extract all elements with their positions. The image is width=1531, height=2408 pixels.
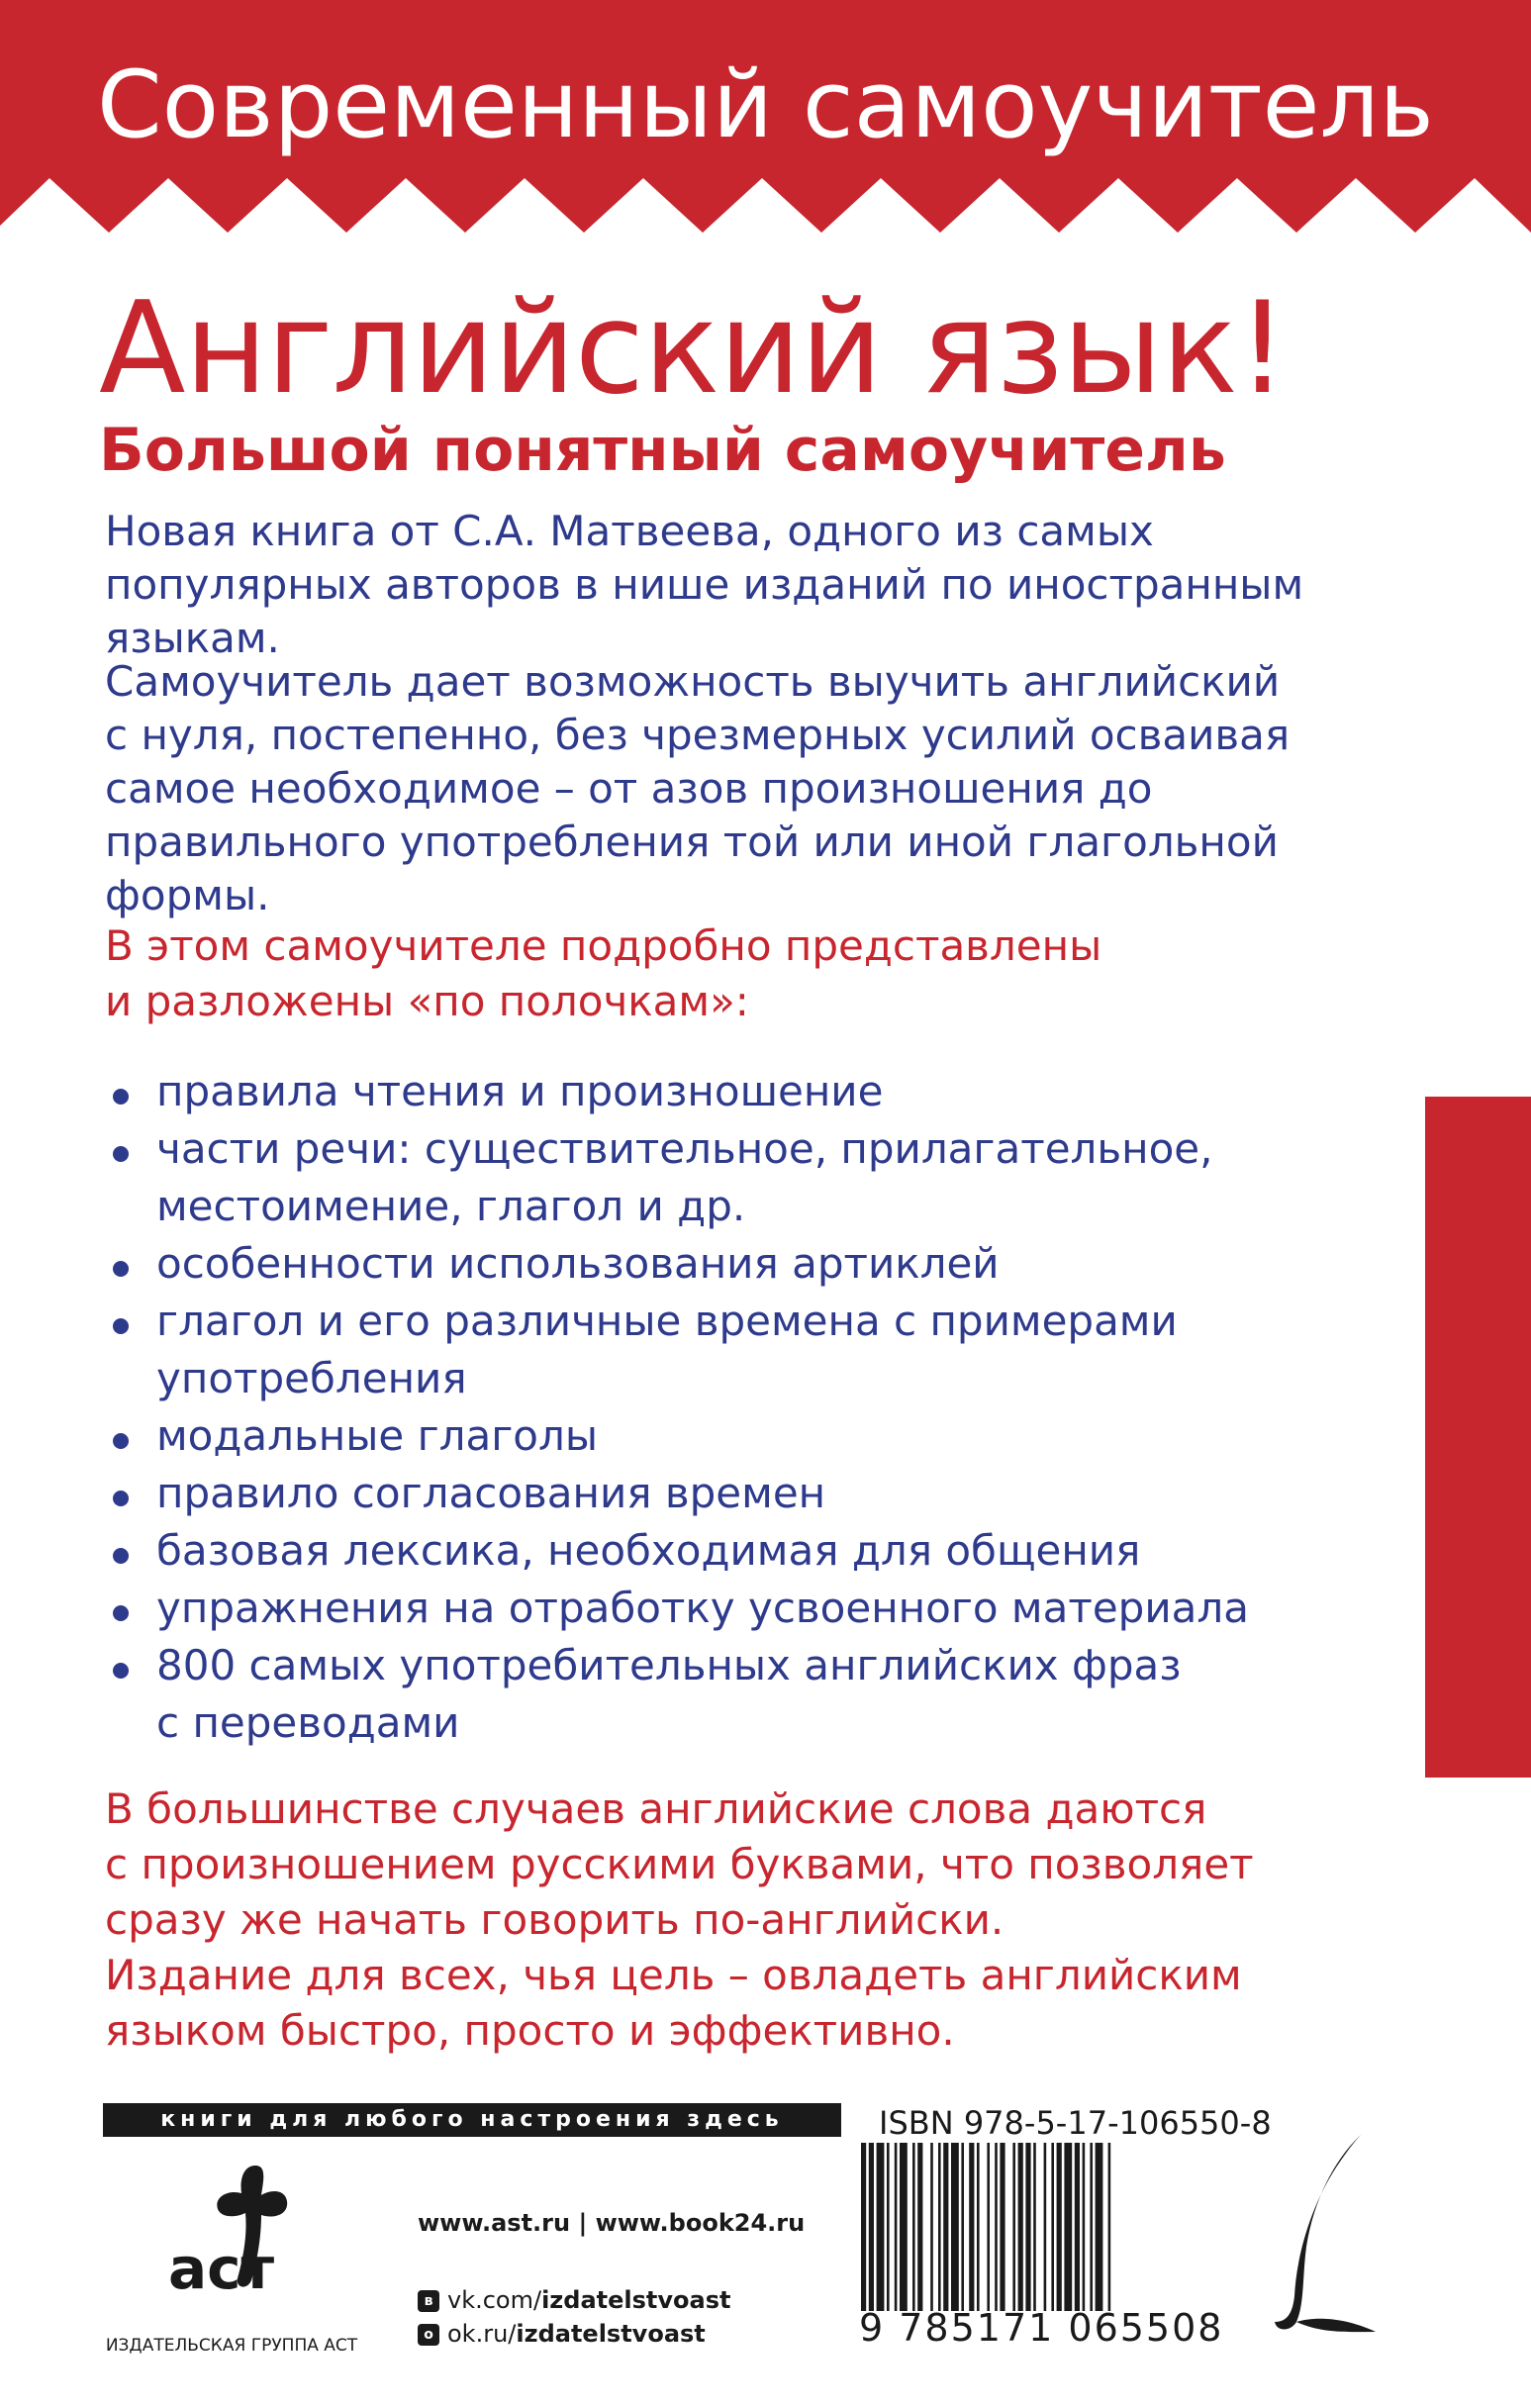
bullet-icon bbox=[113, 1089, 129, 1105]
vk-handle: izdatelstvoast bbox=[541, 2286, 731, 2314]
barcode-bar bbox=[1033, 2143, 1036, 2311]
text-line: модальные глаголы bbox=[156, 1411, 598, 1460]
text-line: особенности использования артиклей bbox=[156, 1239, 1000, 1288]
publisher-tagline: книги для любого настроения здесь bbox=[103, 2103, 841, 2137]
contents-intro bbox=[105, 918, 1101, 1029]
ok-prefix: ok.ru/ bbox=[447, 2320, 517, 2348]
barcode-bar bbox=[938, 2143, 941, 2311]
text-line: с произношением русскими буквами, что позволяет bbox=[105, 1840, 1254, 1888]
text-line: формы. bbox=[105, 871, 270, 919]
barcode-bar bbox=[869, 2143, 874, 2311]
barcode-digits: 9 785171 065508 bbox=[859, 2306, 1224, 2350]
text-line: с нуля, постепенно, без чрезмерных усилий осваивая bbox=[105, 711, 1291, 759]
list-item bbox=[103, 1465, 1249, 1522]
barcode-bar bbox=[1096, 2143, 1103, 2311]
barcode-bar bbox=[1057, 2143, 1062, 2311]
description-paragraph-2 bbox=[105, 655, 1290, 922]
bullet-icon bbox=[113, 1318, 129, 1334]
publisher-links bbox=[418, 2209, 806, 2348]
vk-link[interactable] bbox=[418, 2286, 730, 2314]
text-line: 800 самых употребительных английских фраз bbox=[156, 1641, 1182, 1689]
text-line: популярных авторов в нише изданий по иностранным bbox=[105, 560, 1304, 609]
ok-icon: о bbox=[418, 2324, 439, 2346]
barcode-bar bbox=[1090, 2143, 1093, 2311]
barcode-bar bbox=[887, 2143, 890, 2311]
barcode-bar bbox=[1051, 2143, 1054, 2311]
header-banner bbox=[0, 0, 1531, 267]
bullet-icon bbox=[113, 1605, 129, 1621]
barcode-bar bbox=[1044, 2143, 1047, 2311]
bullet-icon bbox=[113, 1548, 129, 1564]
barcode-bar bbox=[1025, 2143, 1030, 2311]
bullet-icon bbox=[113, 1663, 129, 1679]
list-item bbox=[103, 1120, 1249, 1235]
text-line: базовая лексика, необходимая для общения bbox=[156, 1526, 1141, 1575]
contents-list bbox=[103, 1063, 1249, 1752]
bullet-icon bbox=[113, 1491, 129, 1506]
barcode-bar bbox=[1018, 2143, 1023, 2311]
barcode-bar bbox=[930, 2143, 933, 2311]
book-title: Английский язык! bbox=[99, 275, 1288, 423]
barcode-bar bbox=[877, 2143, 885, 2311]
barcode-bar bbox=[961, 2143, 964, 2311]
quill-logo bbox=[1267, 2128, 1386, 2346]
barcode-bar bbox=[977, 2143, 980, 2311]
text-line: употребления bbox=[156, 1354, 467, 1402]
barcode-bar bbox=[1012, 2143, 1015, 2311]
text-line: В большинстве случаев английские слова даются bbox=[105, 1784, 1207, 1833]
website-links[interactable]: www.ast.ru | www.book24.ru bbox=[418, 2209, 806, 2237]
bullet-icon bbox=[113, 1433, 129, 1449]
text-line: Новая книга от С.А. Матвеева, одного из самых bbox=[105, 507, 1154, 555]
ok-handle: izdatelstvoast bbox=[516, 2320, 706, 2348]
series-title: Современный самоучитель bbox=[97, 51, 1434, 159]
list-item bbox=[103, 1407, 1249, 1465]
list-item bbox=[103, 1063, 1249, 1120]
text-line: упражнения на отработку усвоенного материала bbox=[156, 1584, 1249, 1632]
text-line: с переводами bbox=[156, 1698, 460, 1747]
barcode-bar bbox=[861, 2143, 866, 2311]
vk-prefix: vk.com/ bbox=[447, 2286, 542, 2314]
text-line: В этом самоучителе подробно представлены bbox=[105, 921, 1102, 970]
barcode-bar bbox=[995, 2143, 998, 2311]
book-subtitle: Большой понятный самоучитель bbox=[99, 416, 1226, 485]
list-item bbox=[103, 1522, 1249, 1580]
text-line: правило согласования времен bbox=[156, 1469, 826, 1517]
text-line: части речи: существительное, прилагательное, bbox=[156, 1124, 1213, 1173]
ast-publisher-logo bbox=[148, 2158, 307, 2311]
barcode-bar bbox=[969, 2143, 974, 2311]
text-line: правильного употребления той или иной глагольной bbox=[105, 818, 1279, 866]
side-accent-bar bbox=[1425, 1097, 1531, 1778]
barcode-bar bbox=[1083, 2143, 1086, 2311]
ok-link[interactable] bbox=[418, 2320, 706, 2348]
text-line: Издание для всех, чья цель – овладеть английским bbox=[105, 1951, 1242, 1999]
text-line: местоимение, глагол и др. bbox=[156, 1182, 746, 1230]
text-line: сразу же начать говорить по-английски. bbox=[105, 1895, 1005, 1944]
barcode-bar bbox=[1075, 2143, 1080, 2311]
text-line: языкам. bbox=[105, 614, 280, 662]
list-item bbox=[103, 1235, 1249, 1293]
text-line: правила чтения и произношение bbox=[156, 1067, 884, 1115]
description-paragraph-1 bbox=[105, 505, 1303, 665]
list-item bbox=[103, 1293, 1249, 1407]
text-line: и разложены «по полочкам»: bbox=[105, 977, 749, 1025]
closing-paragraph bbox=[105, 1782, 1254, 2059]
list-item bbox=[103, 1580, 1249, 1637]
barcode-bar bbox=[951, 2143, 959, 2311]
barcode-bar bbox=[895, 2143, 898, 2311]
barcode bbox=[859, 2143, 1197, 2311]
text-line: самое необходимое – от азов произношения до bbox=[105, 764, 1153, 813]
text-line: глагол и его различные времена с примерами bbox=[156, 1297, 1178, 1345]
barcode-bar bbox=[912, 2143, 915, 2311]
barcode-bar bbox=[943, 2143, 948, 2311]
logo-text: аст bbox=[168, 2235, 275, 2302]
barcode-bar bbox=[987, 2143, 990, 2311]
barcode-bar bbox=[917, 2143, 922, 2311]
publisher-name: ИЗДАТЕЛЬСКАЯ ГРУППА АСТ bbox=[105, 2336, 358, 2356]
isbn-label: ISBN 978-5-17-106550-8 bbox=[879, 2104, 1272, 2142]
vk-icon: в bbox=[418, 2290, 439, 2312]
list-item bbox=[103, 1637, 1249, 1752]
bullet-icon bbox=[113, 1146, 129, 1162]
barcode-bar bbox=[1108, 2143, 1111, 2311]
text-line: Самоучитель дает возможность выучить английский bbox=[105, 657, 1281, 706]
barcode-bar bbox=[900, 2143, 908, 2311]
barcode-bar bbox=[1000, 2143, 1005, 2311]
bullet-icon bbox=[113, 1261, 129, 1277]
text-line: языком быстро, просто и эффективно. bbox=[105, 2006, 955, 2055]
barcode-bar bbox=[1064, 2143, 1072, 2311]
